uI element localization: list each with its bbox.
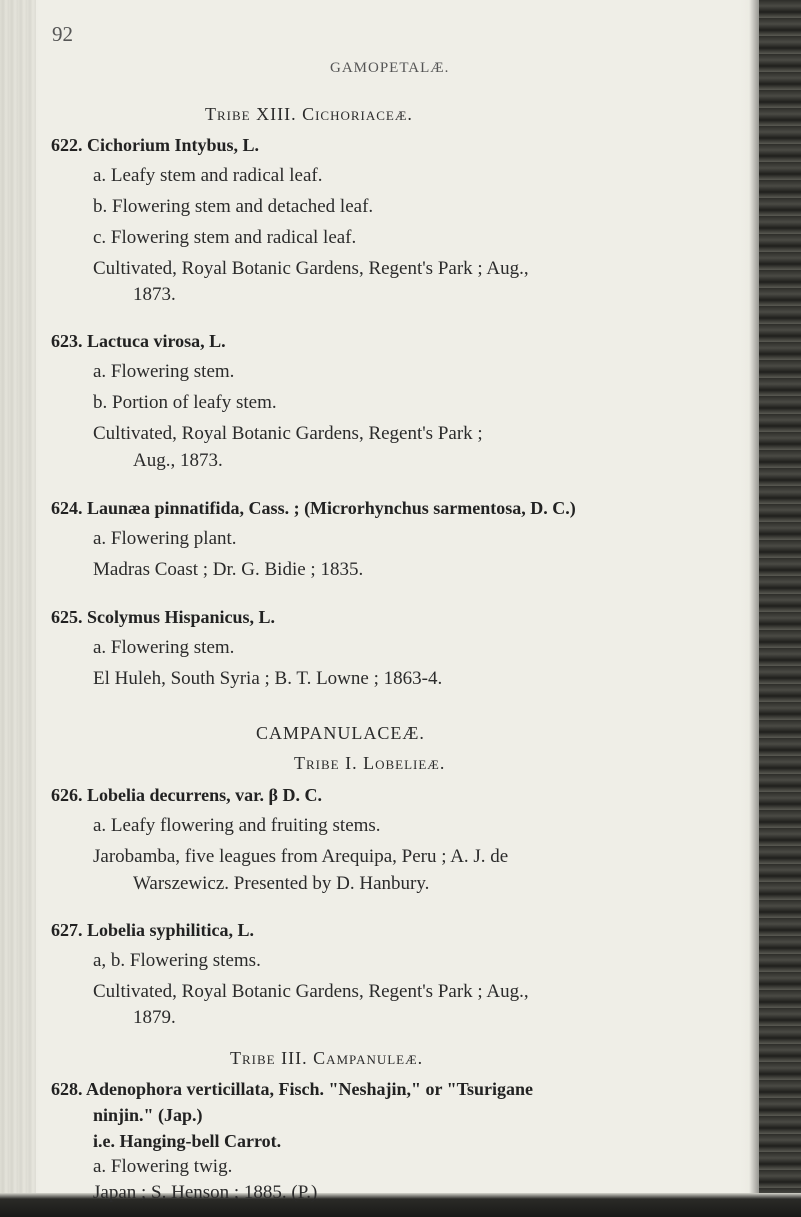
entry-title: 625. Scolymus Hispanicus, L. (51, 607, 276, 627)
provenance-line: 1879. (133, 1007, 176, 1028)
binding-shadow (0, 0, 36, 1195)
entry-title: 623. Lactuca virosa, L. (51, 331, 226, 351)
running-head: GAMOPETALÆ. (330, 60, 450, 76)
specimen-line: c. Flowering stem and radical leaf. (93, 227, 357, 248)
entry-title: 627. Lobelia syphilitica, L. (51, 920, 255, 940)
specimen-line: b. Portion of leafy stem. (93, 392, 277, 413)
entry-title: 624. Launæa pinnatifida, Cass. ; (Microrhynchus sarmentosa, D. C.) (51, 498, 576, 518)
provenance-line: Warszewicz. Presented by D. Hanbury. (133, 873, 430, 894)
provenance-line: El Huleh, South Syria ; B. T. Lowne ; 1863-4. (93, 668, 443, 689)
entry-title: ninjin." (Jap.) (93, 1105, 203, 1125)
provenance-line: 1873. (133, 284, 176, 305)
tribe-heading: Tribe XIII. Cichoriaceæ. (205, 104, 413, 124)
entry-title: 628. Adenophora verticillata, Fisch. "Neshajin," or "Tsurigane (51, 1079, 534, 1099)
specimen-line: a. Flowering stem. (93, 361, 235, 382)
specimen-line: b. Flowering stem and detached leaf. (93, 196, 374, 217)
provenance-line: Cultivated, Royal Botanic Gardens, Regent's Park ; Aug., (93, 981, 529, 1002)
entry-title: 622. Cichorium Intybus, L. (51, 135, 260, 155)
provenance-line: Cultivated, Royal Botanic Gardens, Regent's Park ; (93, 423, 483, 444)
tribe-heading: Tribe III. Campanuleæ. (230, 1048, 424, 1068)
entry-gloss: i.e. Hanging-bell Carrot. (93, 1131, 282, 1151)
family-heading: CAMPANULACEÆ. (256, 723, 425, 743)
provenance-line: Madras Coast ; Dr. G. Bidie ; 1835. (93, 559, 364, 580)
provenance-line: Aug., 1873. (133, 450, 223, 471)
specimen-line: a. Flowering plant. (93, 528, 237, 549)
provenance-line: Cultivated, Royal Botanic Gardens, Regent's Park ; Aug., (93, 258, 529, 279)
page-edge (759, 0, 801, 1217)
entry-title: 626. Lobelia decurrens, var. β D. C. (51, 785, 322, 805)
specimen-line: a. Leafy flowering and fruiting stems. (93, 815, 381, 836)
provenance-line: Jarobamba, five leagues from Arequipa, Peru ; A. J. de (93, 846, 509, 867)
specimen-line: a. Leafy stem and radical leaf. (93, 165, 323, 186)
provenance-line: Japan ; S. Henson ; 1885. (P.) (93, 1182, 318, 1203)
specimen-line: a, b. Flowering stems. (93, 950, 261, 971)
page-number: 92 (52, 22, 73, 46)
specimen-line: a. Flowering stem. (93, 637, 235, 658)
tribe-heading: Tribe I. Lobelieæ. (294, 753, 446, 773)
specimen-line: a. Flowering twig. (93, 1156, 233, 1177)
